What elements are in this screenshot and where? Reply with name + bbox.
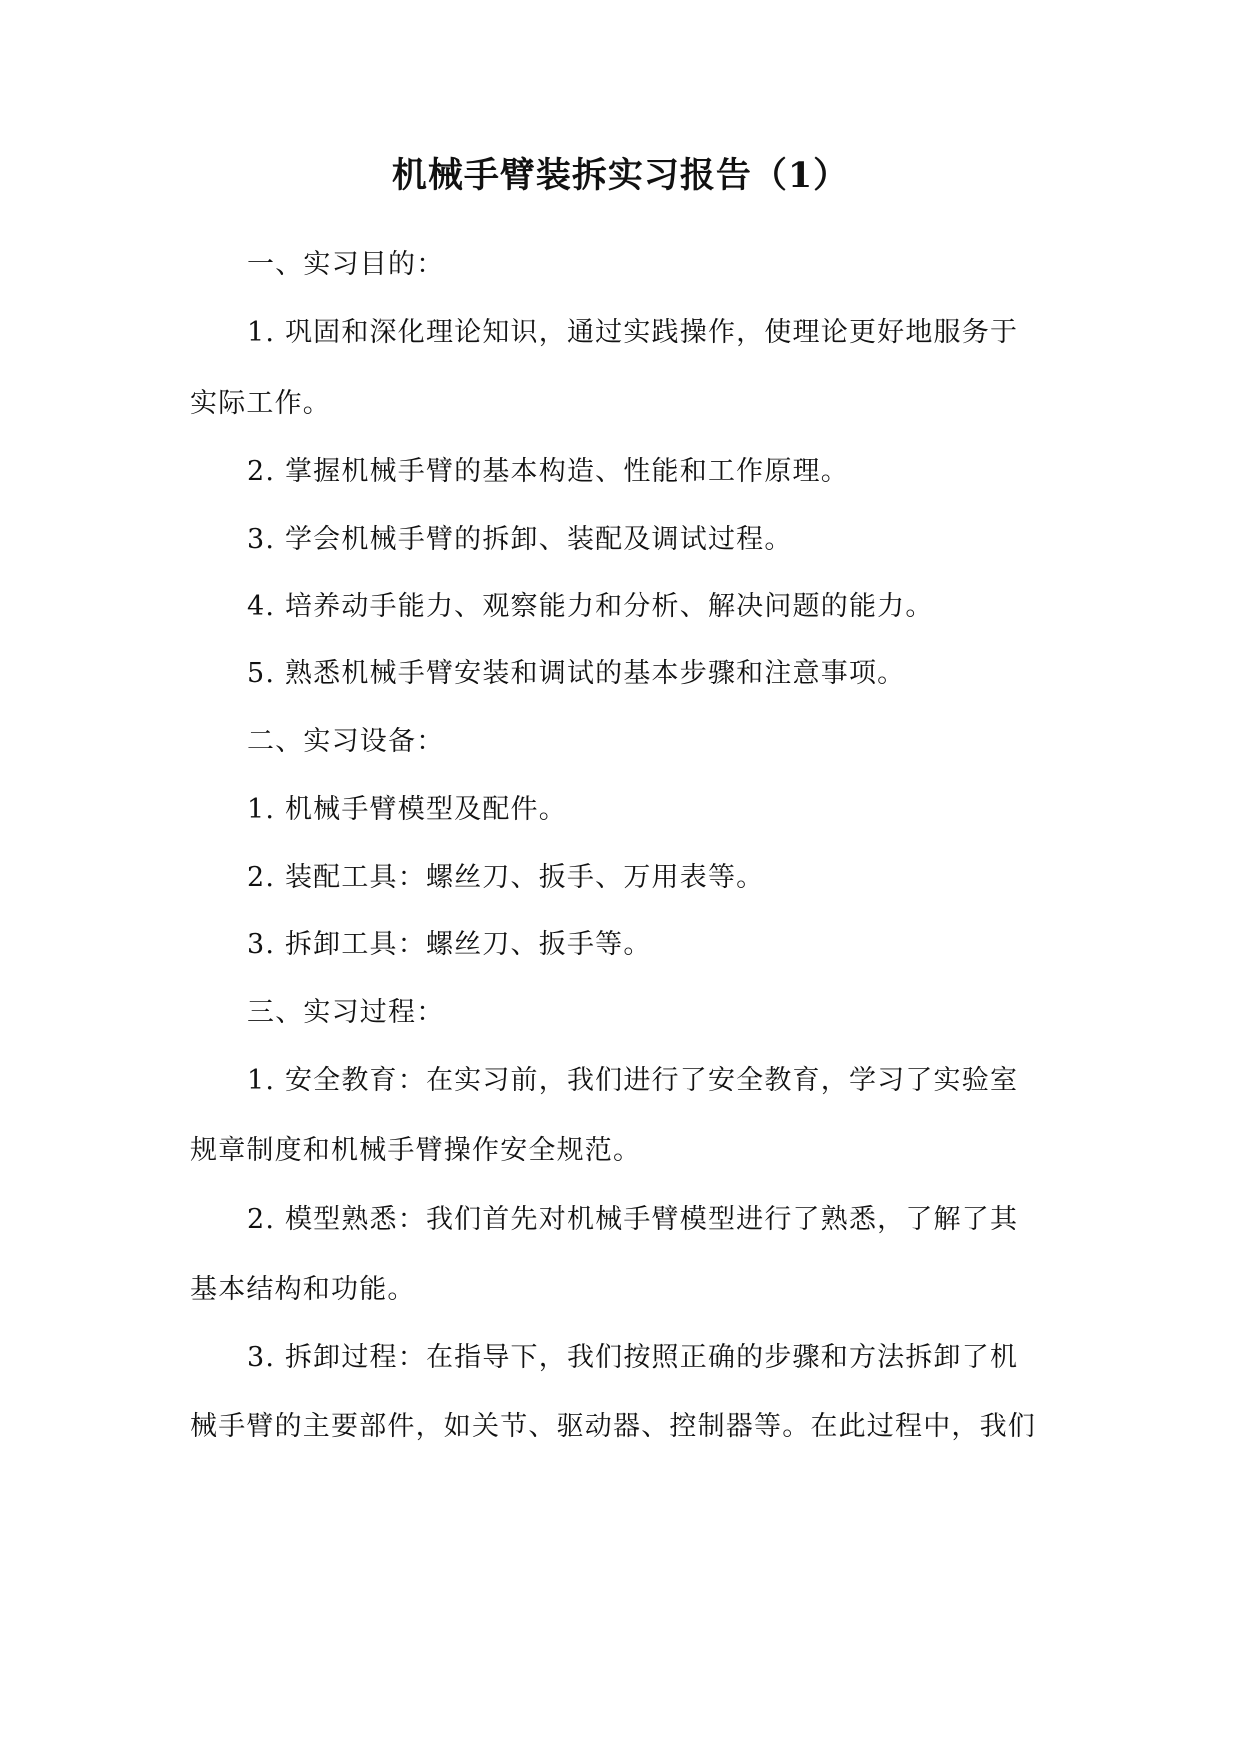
paragraph-process-2-line1: 2. 模型熟悉：我们首先对机械手臂模型进行了熟悉，了解了其 xyxy=(247,1204,1019,1235)
paragraph-process-2-line2: 基本结构和功能。 xyxy=(190,1274,416,1305)
paragraph-process-3-line2: 械手臂的主要部件，如关节、驱动器、控制器等。在此过程中，我们 xyxy=(190,1411,1036,1442)
paragraph-purpose-3: 3. 学会机械手臂的拆卸、装配及调试过程。 xyxy=(247,524,793,555)
paragraph-process-1-line2: 规章制度和机械手臂操作安全规范。 xyxy=(190,1135,642,1166)
paragraph-purpose-1-line1: 1. 巩固和深化理论知识，通过实践操作，使理论更好地服务于 xyxy=(247,317,1019,348)
paragraph-purpose-2: 2. 掌握机械手臂的基本构造、性能和工作原理。 xyxy=(247,456,849,487)
paragraph-equipment-3: 3. 拆卸工具：螺丝刀、扳手等。 xyxy=(247,929,652,960)
paragraph-purpose-4: 4. 培养动手能力、观察能力和分析、解决问题的能力。 xyxy=(247,591,934,622)
paragraph-process-1-line1: 1. 安全教育：在实习前，我们进行了安全教育，学习了实验室 xyxy=(247,1065,1019,1096)
paragraph-purpose-5: 5. 熟悉机械手臂安装和调试的基本步骤和注意事项。 xyxy=(247,658,906,689)
paragraph-process-3-line1: 3. 拆卸过程：在指导下，我们按照正确的步骤和方法拆卸了机 xyxy=(247,1342,1019,1373)
paragraph-equipment-2: 2. 装配工具：螺丝刀、扳手、万用表等。 xyxy=(247,862,765,893)
paragraph-equipment-1: 1. 机械手臂模型及配件。 xyxy=(247,794,567,825)
section-heading-process: 三、实习过程： xyxy=(247,997,445,1028)
section-heading-purpose: 一、实习目的： xyxy=(247,249,445,280)
section-heading-equipment: 二、实习设备： xyxy=(247,726,445,757)
paragraph-purpose-1-line2: 实际工作。 xyxy=(190,388,331,419)
document-title: 机械手臂装拆实习报告（1） xyxy=(391,155,850,196)
